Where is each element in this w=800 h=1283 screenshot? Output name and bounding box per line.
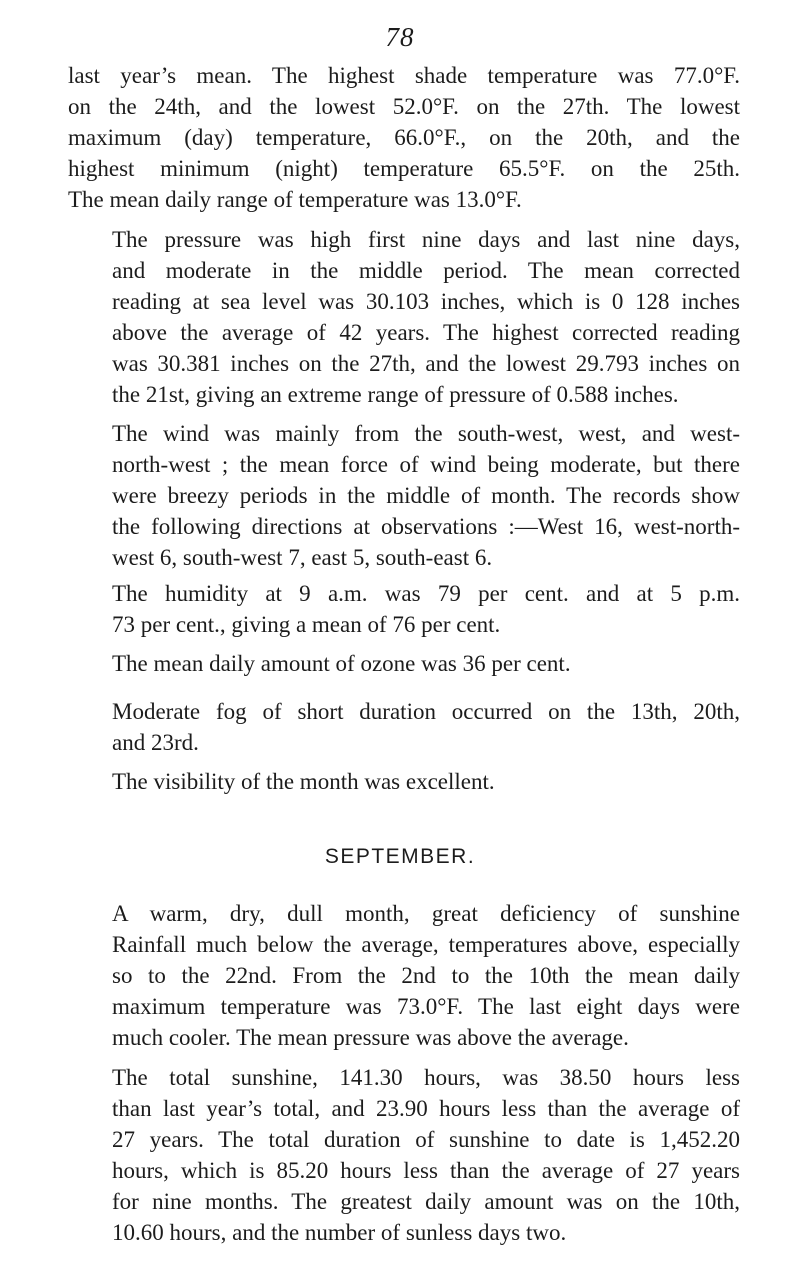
text-line: The wind was mainly from the south-west, west, and west-	[112, 421, 740, 446]
text-line: than last year’s total, and 23.90 hours less than the average of	[112, 1096, 740, 1121]
text-line: west 6, south-west 7, east 5, south-east 6.	[112, 545, 493, 570]
paragraph-humidity	[68, 578, 740, 640]
text-line: The mean daily range of temperature was 13.0°F.	[68, 187, 522, 212]
text-line: for nine months. The greatest daily amount was on the 10th,	[112, 1189, 740, 1214]
text-line: was 30.381 inches on the 27th, and the lowest 29.793 inches on	[112, 351, 740, 376]
text-line: above the average of 42 years. The highest corrected reading	[112, 320, 740, 345]
text-line: maximum temperature was 73.0°F. The last eight days were	[112, 994, 740, 1019]
text-line: The humidity at 9 a.m. was 79 per cent. and at 5 p.m.	[112, 581, 740, 606]
text-line: highest minimum (night) temperature 65.5°F. on the 25th.	[68, 156, 740, 181]
paragraph-temperature	[68, 60, 740, 215]
text-line: last year’s mean. The highest shade temperature was 77.0°F.	[68, 63, 740, 88]
text-line: and moderate in the middle period. The mean corrected	[112, 258, 740, 283]
text-line: The total sunshine, 141.30 hours, was 38.50 hours less	[112, 1065, 740, 1090]
text-line: and 23rd.	[112, 730, 199, 755]
text-line: The visibility of the month was excellent.	[112, 769, 495, 794]
text-line: much cooler. The mean pressure was above the average.	[112, 1025, 629, 1050]
text-line: 10.60 hours, and the number of sunless days two.	[112, 1220, 567, 1245]
paragraph-visibility	[68, 766, 740, 797]
text-line: Moderate fog of short duration occurred on the 13th, 20th,	[112, 699, 740, 724]
text-line: so to the 22nd. From the 2nd to the 10th the mean daily	[112, 963, 740, 988]
text-line: Rainfall much below the average, temperatures above, especially	[112, 932, 740, 957]
paragraph-wind	[68, 418, 740, 573]
text-line: reading at sea level was 30.103 inches, which is 0 128 inches	[112, 289, 740, 314]
text-line: north-west ; the mean force of wind being moderate, but there	[112, 452, 740, 477]
text-line: the 21st, giving an extreme range of pressure of 0.588 inches.	[112, 382, 679, 407]
text-line: hours, which is 85.20 hours less than the average of 27 years	[112, 1158, 740, 1183]
paragraph-september-summary	[68, 898, 740, 1053]
paragraph-fog	[68, 696, 740, 758]
text-line: the following directions at observations :—West 16, west-north-	[112, 514, 740, 539]
paragraph-ozone	[68, 648, 740, 679]
text-line: on the 24th, and the lowest 52.0°F. on the 27th. The lowest	[68, 94, 740, 119]
paragraph-pressure	[68, 224, 740, 410]
text-line: The mean daily amount of ozone was 36 per cent.	[112, 651, 571, 676]
text-line: 27 years. The total duration of sunshine to date is 1,452.20	[112, 1127, 740, 1152]
text-line: were breezy periods in the middle of month. The records show	[112, 483, 740, 508]
text-line: A warm, dry, dull month, great deficiency of sunshine	[112, 901, 740, 926]
paragraph-september-sunshine	[68, 1062, 740, 1248]
text-line: The pressure was high first nine days and last nine days,	[112, 227, 740, 252]
text-line: maximum (day) temperature, 66.0°F., on the 20th, and the	[68, 125, 740, 150]
page-number: 78	[385, 22, 415, 52]
text-line: 73 per cent., giving a mean of 76 per cent.	[112, 612, 501, 637]
section-heading-september: SEPTEMBER.	[324, 845, 476, 868]
